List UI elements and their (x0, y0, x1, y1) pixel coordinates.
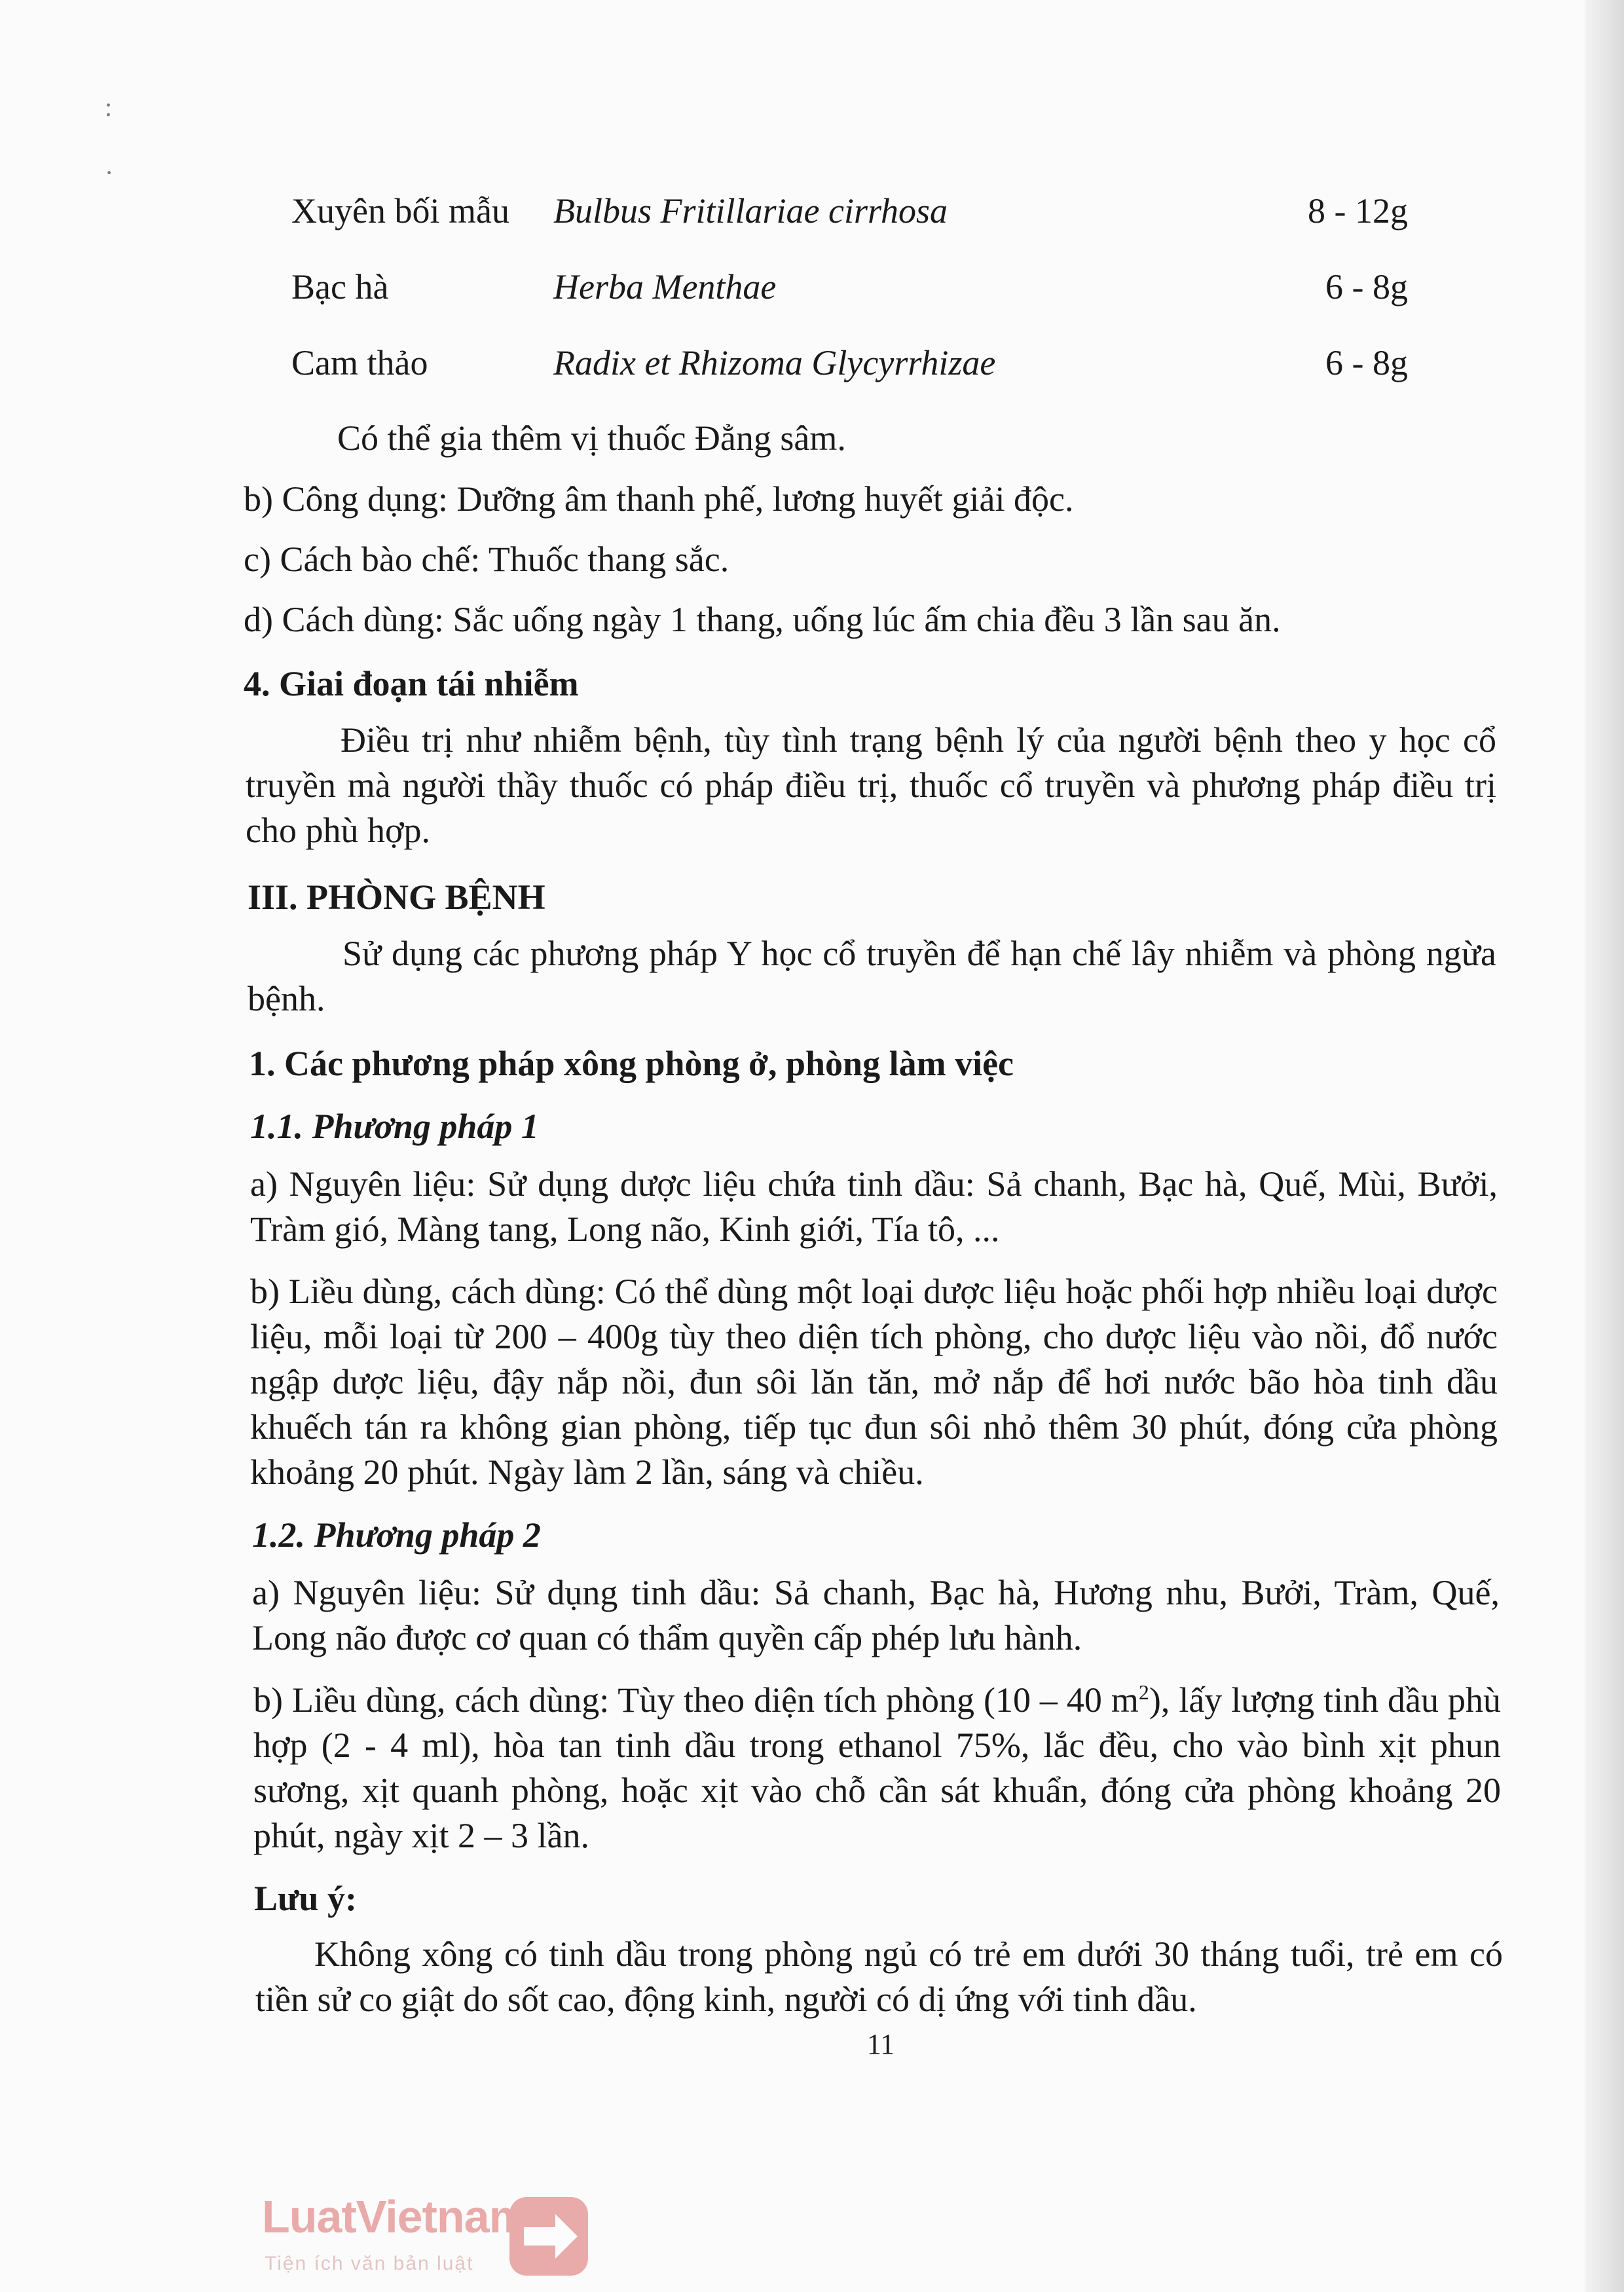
area-unit-exponent: 2 (1138, 1680, 1149, 1704)
section3-text: Sử dụng các phương pháp Y học cổ truyền để hạn chế lây nhiễm và phòng ngừa bệnh. (248, 934, 1496, 1018)
section4-text: Điều trị như nhiễm bệnh, tùy tình trạng bệnh lý của người bệnh theo y học cổ truyền mà người thầy thuốc có pháp điều trị, thuốc cổ truyền và phương pháp điều trị cho phù hợp. (246, 720, 1496, 850)
watermark-brand (262, 2190, 529, 2243)
herb-dose: 6 - 8g (1325, 343, 1408, 382)
page-number: 11 (866, 2028, 895, 2060)
usage-c: c) Cách bào chế: Thuốc thang sắc. (244, 540, 729, 579)
section4-heading: 4. Giai đoạn tái nhiễm (244, 664, 579, 703)
method2-materials: a) Nguyên liệu: Sử dụng tinh dầu: Sả chanh, Bạc hà, Hương nhu, Bưởi, Tràm, Quế, Long não được cơ quan có thẩm quyền cấp phép lưu hành. (252, 1573, 1500, 1657)
method2-usage (253, 1678, 1501, 1858)
method1-materials: a) Nguyên liệu: Sử dụng dược liệu chứa tinh dầu: Sả chanh, Bạc hà, Quế, Mùi, Bưởi, Tràm gió, Màng tang, Long não, Kinh giới, Tía tô, ... (250, 1164, 1498, 1249)
herb-vn-name: Bạc hà (291, 267, 389, 306)
usage-d: d) Cách dùng: Sắc uống ngày 1 thang, uống lúc ấm chia đều 3 lần sau ăn. (244, 600, 1281, 639)
arrow-logo-icon (504, 2190, 596, 2282)
herb-vn-name: Xuyên bối mẫu (291, 191, 509, 231)
usage-b: b) Công dụng: Dưỡng âm thanh phế, lương huyết giải độc. (244, 479, 1074, 519)
method1-heading: 1.1. Phương pháp 1 (250, 1107, 539, 1146)
herb-vn-name: Cam thảo (291, 343, 428, 382)
scan-mark: · (105, 158, 114, 187)
page-edge-shadow (1585, 0, 1624, 2292)
watermark-brand-part: Vietnam (356, 2191, 529, 2242)
note-heading: Lưu ý: (254, 1879, 357, 1918)
watermark-brand-part: Luat (262, 2191, 356, 2242)
method2-usage-text: b) Liều dùng, cách dùng: Tùy theo diện tích phòng (10 – 40 m (253, 1680, 1139, 1720)
method1-usage: b) Liều dùng, cách dùng: Có thể dùng một loại dược liệu hoặc phối hợp nhiều loại dược liệu, mỗi loại từ 200 – 400g tùy theo diện tích phòng, cho dược liệu vào nồi, đổ nước ngập dược liệu, đậy nắp nồi, đun sôi lăn tăn, mở nắp để hơi nước bão hòa tinh dầu khuếch tán ra không gian phòng, tiếp tục đun sôi nhỏ thêm 30 phút, đóng cửa phòng khoảng 20 phút. Ngày làm 2 lần, sáng và chiều. (250, 1272, 1498, 1492)
herb-dose: 6 - 8g (1325, 267, 1408, 306)
herb-latin-name: Bulbus Fritillariae cirrhosa (553, 191, 948, 231)
method2-usage-text-rest: ), lấy lượng tinh dầu phù hợp (2 - 4 ml), hòa tan tinh dầu trong ethanol 75%, lắc đều, cho vào bình xịt phun sương, xịt quanh phòng, hoặc xịt vào chỗ cần sát khuẩn, đóng cửa phòng khoảng 20 phút, ngày xịt 2 – 3 lần. (253, 1680, 1501, 1855)
herb-latin-name: Radix et Rhizoma Glycyrrhizae (553, 343, 996, 382)
note-text: Không xông có tinh dầu trong phòng ngủ có trẻ em dưới 30 tháng tuổi, trẻ em có tiền sử co giật do sốt cao, động kinh, người có dị ứng với tinh dầu. (255, 1934, 1503, 2019)
scan-mark: : (105, 92, 113, 122)
luatvietnam-watermark (262, 2190, 602, 2289)
section3-heading: III. PHÒNG BỆNH (248, 878, 545, 917)
subsection1-heading: 1. Các phương pháp xông phòng ở, phòng làm việc (249, 1044, 1014, 1083)
method2-heading: 1.2. Phương pháp 2 (252, 1515, 541, 1555)
add-note: Có thể gia thêm vị thuốc Đẳng sâm. (337, 418, 846, 458)
herb-dose: 8 - 12g (1308, 191, 1408, 231)
watermark-tagline: Tiện ích văn bản luật (265, 2253, 474, 2274)
herb-latin-name: Herba Menthae (553, 267, 777, 306)
